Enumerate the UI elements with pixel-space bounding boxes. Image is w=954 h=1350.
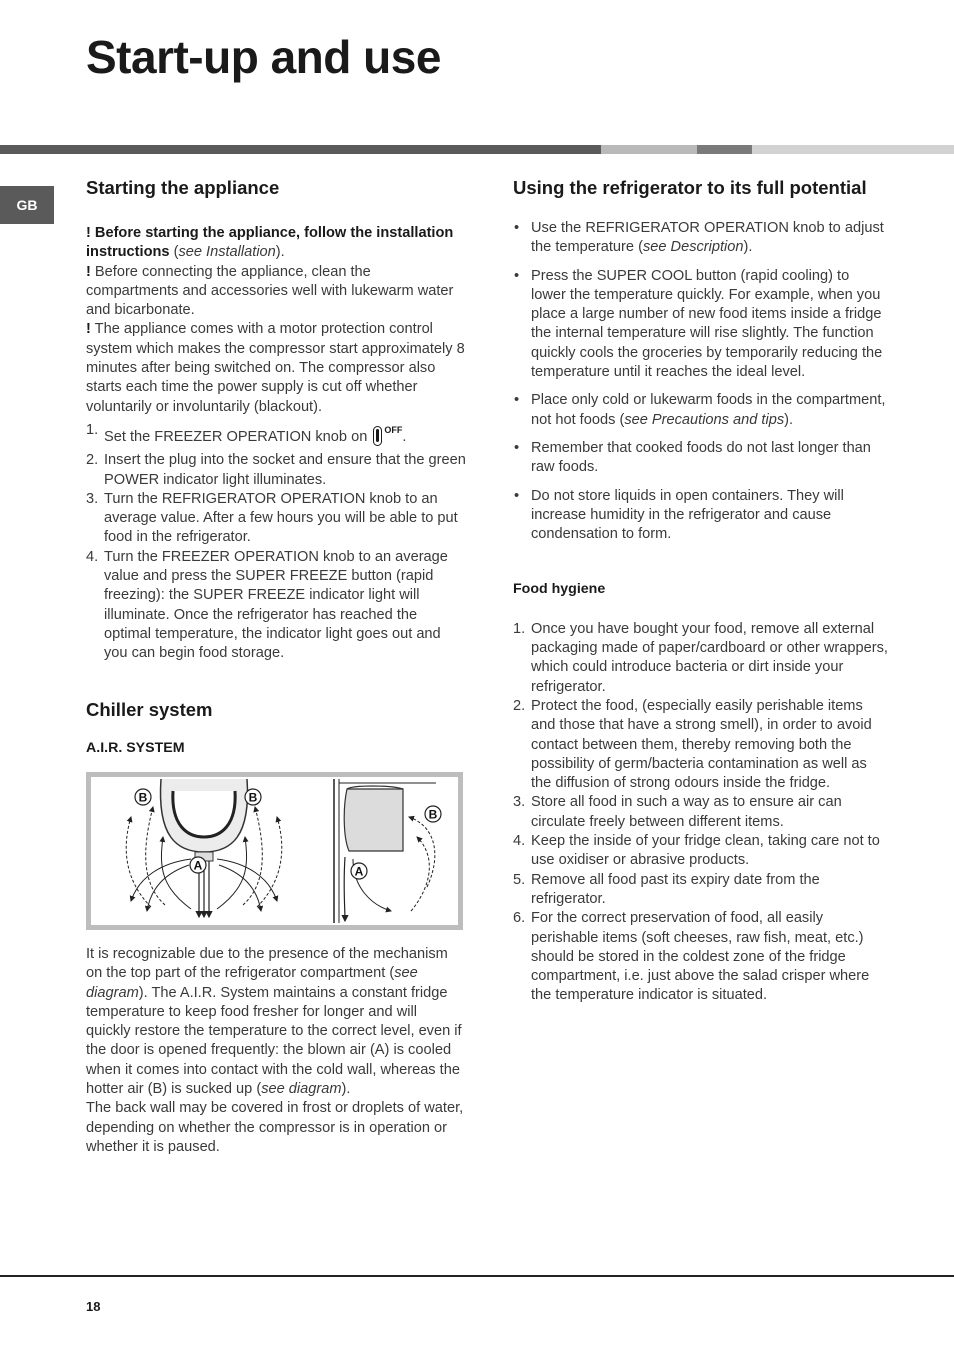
startup-step [86,421,466,451]
chiller-text: ). [341,1081,351,1098]
page-title: Start-up and use [86,31,441,83]
step-number: 4. [86,548,99,565]
header-rule-light [601,145,697,154]
label-b-side: B [428,807,438,822]
note-installation [86,224,466,263]
label-b-right: B [248,790,258,805]
item-text: Once you have bought your food, remove all external packaging made of paper/cardboard or other wrappers, which could introduce bacteria or dirt inside your refrigerator. [531,620,888,695]
section-heading-starting: Starting the appliance [86,177,280,198]
tip-text: Use the REFRIGERATOR OPERATION knob to adjust the temperature ( [531,220,884,256]
note-motor-text: The appliance comes with a motor protection control system which makes the compressor start approximately 8 minutes after being switched on. The compressor also starts each time the power supply is cut off whether voluntarily or involuntarily (blackout). [86,321,465,415]
section-heading-chiller: Chiller system [86,698,213,720]
see-installation-ref: see Installation [178,244,276,261]
hygiene-item [513,909,888,1005]
subheading-food-hygiene: Food hygiene [513,581,606,598]
step-text: Set the FREEZER OPERATION knob on [104,428,368,445]
subheading-air-system: A.I.R. SYSTEM [86,739,185,756]
label-a-side: A [354,864,364,879]
header-rule-dark [0,145,601,154]
hygiene-list [513,620,888,1006]
step-text: Insert the plug into the socket and ensure that the green POWER indicator light illuminates. [104,452,466,488]
item-number: 4. [513,833,526,850]
usage-tip [513,391,888,430]
label-a-front: A [193,858,203,873]
header-rule-lighter [752,145,954,154]
startup-step [86,548,466,664]
chiller-paragraph-1 [86,945,464,1099]
startup-steps [86,421,466,664]
language-tab: GB [0,186,54,224]
item-number: 5. [513,871,526,888]
item-text: Remove all food past its expiry date from the refrigerator. [531,871,820,907]
item-text: Keep the inside of your fridge clean, taking care not to use oxidiser or abrasive products. [531,833,880,869]
right-column [513,178,888,1006]
note-cleaning [86,263,466,321]
item-text: Protect the food, (especially easily perishable items and those that have a strong smell), in order to avoid contact between them, thereby removing both the possibility of germ/bacteria contamination as well as the diffusion of strong odours inside the fridge. [531,697,872,792]
note-installation-bold: ! Before starting the appliance, follow the installation instructions [86,225,454,261]
step-number: 2. [86,452,99,469]
note-cleaning-text: Before connecting the appliance, clean the compartments and accessories well with lukewarm water and bicarbonate. [86,263,454,319]
see-description-ref: see Description [642,239,744,256]
left-column [86,178,466,758]
step-number: 1. [86,421,99,438]
hygiene-item [513,620,888,697]
hygiene-item [513,832,888,871]
footer-rule [0,1275,954,1277]
page-number: 18 [86,1299,101,1314]
warning-mark: ! [86,321,91,338]
item-number: 3. [513,794,526,811]
header-rule-mid [697,145,752,154]
tip-text: Place only cold or lukewarm foods in the compartment, not hot foods ( [531,392,886,428]
chiller-paragraph-2: The back wall may be covered in frost or droplets of water, depending on whether the compressor is in operation or whether it is paused. [86,1100,464,1155]
note-motor-protection [86,320,466,416]
hygiene-item [513,793,888,832]
usage-tips [513,219,888,544]
paren-close: ). [275,244,285,261]
header-rule [0,145,954,154]
usage-tip: • Press the SUPER COOL button (rapid cooling) to lower the temperature quickly. For example, when you place a large number of new food items inside a fridge the internal temperature will rise slightly. The function quickly cools the groceries by temporarily reducing the temperature until it reaches the ideal level. [513,267,888,383]
side-view [334,779,441,923]
startup-step [86,490,466,548]
warning-mark: ! [86,263,91,280]
item-text: For the correct preservation of food, all easily perishable items (soft cheeses, raw fish, meat, etc.) should be stored in the coldest zone of the fridge compartment, i.e. just above the salad crisper where the temperature indicator is situated. [531,910,870,1004]
chiller-description [86,945,464,1157]
step-text: Turn the REFRIGERATOR OPERATION knob to an average value. After a few hours you will be able to put food in the refrigerator. [104,490,458,546]
hygiene-item [513,697,888,793]
off-label: OFF [384,424,403,435]
item-number: 2. [513,697,526,714]
usage-tip [513,219,888,258]
front-view [126,779,282,917]
section-heading-using: Using the refrigerator to its full potential [513,177,867,198]
knob-off-icon [373,426,382,446]
chiller-text: It is recognizable due to the presence of the mechanism on the top part of the refrigerator compartment ( [86,946,448,982]
step-text: Turn the FREEZER OPERATION knob to an average value and press the SUPER FREEZE button (rapid freezing): the SUPER FREEZE indicator light will illuminate. Once the refrigerator has reached the optimal temperature, the indicator light goes out and you can begin food storage. [104,548,448,662]
step-number: 3. [86,490,99,507]
tip-text: ). [743,239,753,256]
see-diagram-ref: see diagram [261,1081,342,1098]
item-number: 6. [513,910,526,927]
paren-open: ( [169,244,179,261]
label-b-left: B [138,790,148,805]
see-precautions-ref: see Precautions and tips [624,411,785,428]
hygiene-item [513,871,888,910]
see-diagram-ref: see diagram [86,965,418,1001]
tip-text: ). [784,411,794,428]
air-system-diagram [86,772,463,930]
step-end: . [402,428,407,445]
startup-step [86,451,466,490]
item-text: Store all food in such a way as to ensure air can circulate freely between different items. [531,794,842,830]
chiller-text: ). The A.I.R. System maintains a constant fridge temperature to keep food fresher for longer and will quickly restore the temperature to the correct level, even if the door is opened frequently: the blown air (A) is cooled when it comes into contact with the cold wall, whereas the hotter air (B) is sucked up ( [86,984,462,1098]
usage-tip: • Remember that cooked foods do not last longer than raw foods. [513,439,888,478]
air-system-illustration [91,777,458,925]
usage-tip: • Do not store liquids in open containers. They will increase humidity in the refrigerator and cause condensation to form. [513,487,888,545]
item-number: 1. [513,620,526,637]
